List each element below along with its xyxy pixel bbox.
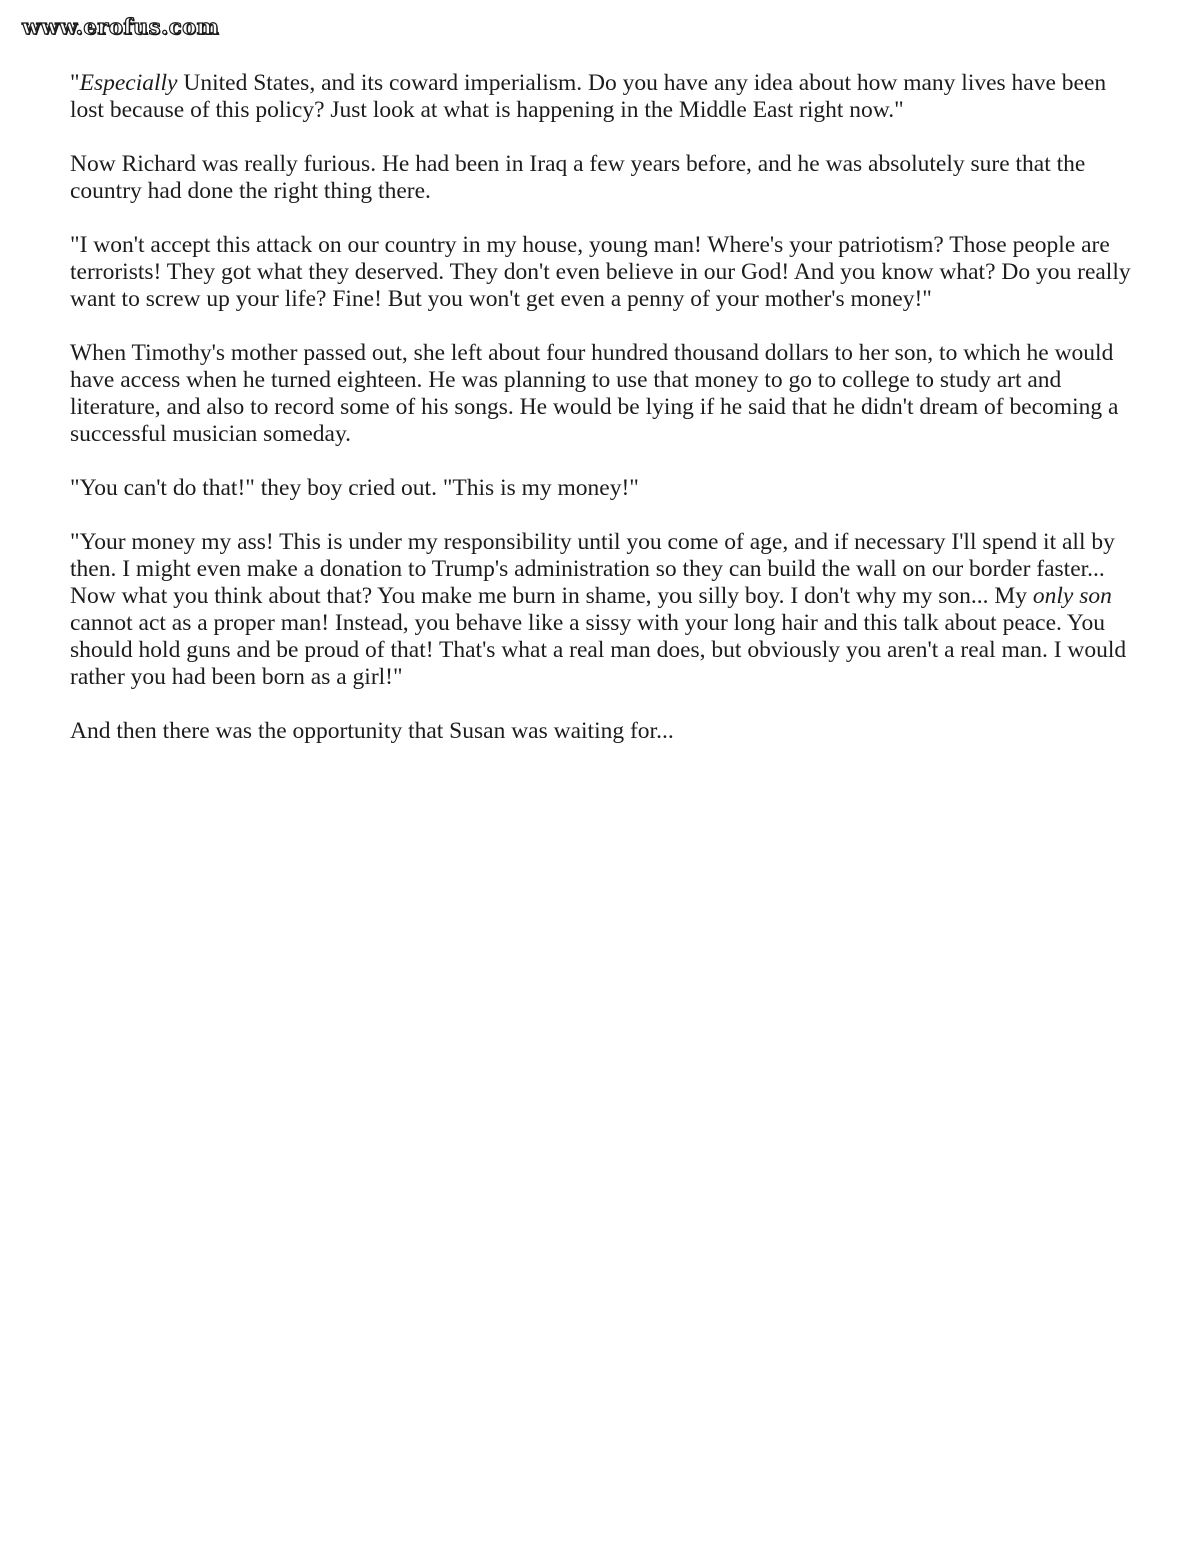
paragraph-1-emphasis: Especially (79, 70, 178, 96)
paragraph-5: "You can't do that!" they boy cried out. "This is my money!" (70, 475, 639, 501)
paragraph-3: "I won't accept this attack on our country in my house, young man! Where's your patriotism? Those people are terrorists! They got what they deserved. They don't even believe in our God! And you know what? Do you really want to screw up your life? Fine! But you won't get even a penny of your mother's money!" (70, 232, 1131, 312)
paragraph-6-emphasis: only son (1032, 583, 1112, 609)
paragraph-1 (70, 70, 1140, 124)
paragraph-1-open-quote: " (70, 70, 80, 96)
watermark-logo: www.erofus.com (22, 14, 220, 39)
paragraph-7: And then there was the opportunity that Susan was waiting for... (70, 718, 674, 744)
paragraph-1-text: United States, and its coward imperialism. Do you have any idea about how many lives have been lost because of this policy? Just look at what is happening in the Middle East right now." (70, 70, 1107, 123)
paragraph-6-text-before: "Your money my ass! This is under my responsibility until you come of age, and if necessary I'll spend it all by then. I might even make a donation to Trump's administration so they can build the wall on our border faster... Now what you think about that? You make me burn in shame, you silly boy. I don't why my son... My (70, 529, 1115, 609)
paragraph-4: When Timothy's mother passed out, she left about four hundred thousand dollars to her son, to which he would have access when he turned eighteen. He was planning to use that money to go to college to study art and literature, and also to record some of his songs. He would be lying if he said that he didn't dream of becoming a successful musician someday. (70, 340, 1119, 447)
paragraph-6 (70, 529, 1140, 691)
paragraph-2: Now Richard was really furious. He had been in Iraq a few years before, and he was absolutely sure that the country had done the right thing there. (70, 151, 1086, 204)
document-page (70, 70, 1140, 772)
paragraph-6-text-after: cannot act as a proper man! Instead, you behave like a sissy with your long hair and this talk about peace. You should hold guns and be proud of that! That's what a real man does, but obviously you aren't a real man. I would rather you had been born as a girl!" (70, 610, 1127, 690)
